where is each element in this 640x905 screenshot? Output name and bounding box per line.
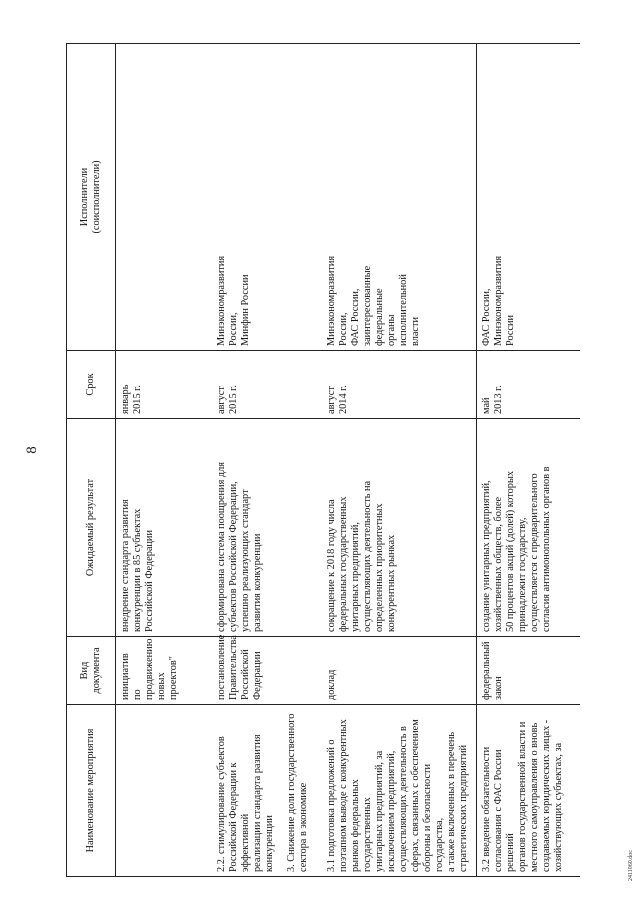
cell-expected-result: внедрение стандарта развития конкуренции в 85 субъектах Российской Федерации <box>116 419 212 637</box>
cell-document-type <box>282 637 322 705</box>
table-row <box>116 44 212 877</box>
cell-expected-result: сокращение к 2018 году числа федеральных государственных унитарных предприятий, осуществляющих деятельность на определенных приоритетных конкурентных рынках <box>322 419 477 637</box>
cell-measure-name <box>116 705 212 877</box>
header-measure-name: Наименование мероприятия <box>67 705 116 877</box>
cell-executors: ФАС России, Минэкономразвития России <box>476 44 580 351</box>
cell-executors: Минэкономразвития России, Минфин России <box>212 44 282 351</box>
cell-expected-result <box>282 419 322 637</box>
cell-measure-name: 2.2. стимулирование субъектов Российской Федерации к эффективной реализации стандарта развития конкуренции <box>212 705 282 877</box>
cell-measure-name: 3. Снижение доли государственного сектора в экономике <box>282 705 322 877</box>
cell-expected-result: сформирована система поощрения для субъектов Российской Федерации, успешно реализующих стандарт развития конкуренции <box>212 419 282 637</box>
cell-executors: Минэкономразвития России, ФАС России, заинтересованные федеральные органы исполнительной власти <box>322 44 477 351</box>
header-executors: Исполнители (соисполнители) <box>67 44 116 351</box>
table-row <box>212 44 282 877</box>
header-term: Срок <box>67 351 116 419</box>
header-document-type: Вид документа <box>67 637 116 705</box>
cell-term <box>282 351 322 419</box>
table-row <box>322 44 477 877</box>
cell-document-type: постановление Правительства Российской Федерации <box>212 637 282 705</box>
cell-document-type: инициатив по продвижению новых проектов" <box>116 637 212 705</box>
cell-term: август 2015 г. <box>212 351 282 419</box>
cell-term: август 2014 г. <box>322 351 477 419</box>
cell-measure-name: 3.1 подготовка предложений о поэтапном выводе с конкурентных рынков федеральных государственных унитарных предприятий, за исключением предприятий, осуществляющих деятельность в сферах, связанных с обеспечением обороны и безопасности государства, а также включенных в перечень стратегических предприятий <box>322 705 477 877</box>
cell-executors <box>282 44 322 351</box>
file-code: 2411060.doc <box>628 850 634 881</box>
table-row <box>476 44 580 877</box>
cell-document-type: федеральный закон <box>476 637 580 705</box>
cell-measure-name: 3.2 введение обязательности согласования с ФАС России решений органов государственной власти и местного самоуправления о вновь создаваемых юридических лицах - хозяйствующих субъектах, за <box>476 705 580 877</box>
table-row <box>282 44 322 877</box>
measures-table <box>66 43 580 877</box>
cell-document-type: доклад <box>322 637 477 705</box>
header-expected-result: Ожидаемый результат <box>67 419 116 637</box>
cell-executors <box>116 44 212 351</box>
cell-term: май 2013 г. <box>476 351 580 419</box>
cell-term: январь 2015 г. <box>116 351 212 419</box>
table-header-row <box>67 44 116 877</box>
page-number: 8 <box>24 446 40 454</box>
cell-expected-result: создание унитарных предприятий, хозяйственных обществ, более 50 процентов акций (долей) которых принадлежит государству, осуществляется с предварительного согласия антимонопольных органов в <box>476 419 580 637</box>
